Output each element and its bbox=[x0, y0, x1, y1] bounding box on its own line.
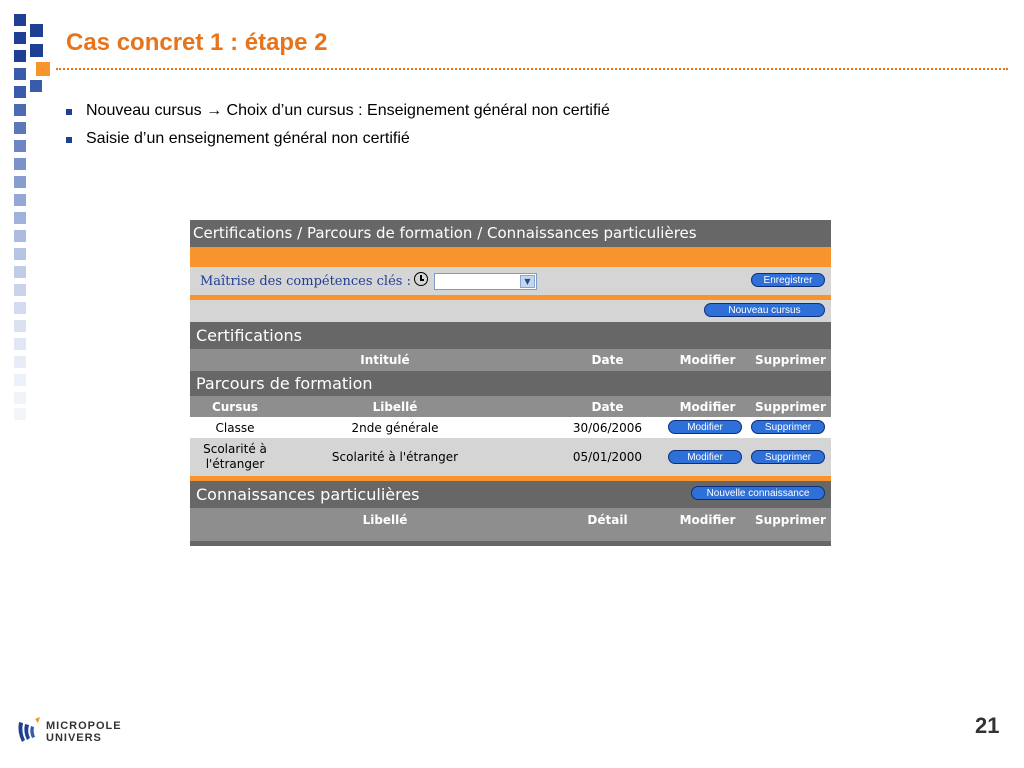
col-detail: Détail bbox=[587, 513, 628, 527]
col-date: Date bbox=[591, 399, 624, 414]
bullet-item bbox=[66, 129, 610, 157]
col-modifier: Modifier bbox=[679, 513, 736, 527]
supprimer-button[interactable]: Supprimer bbox=[751, 450, 825, 464]
connaissances-columns bbox=[190, 508, 831, 541]
table-footer bbox=[190, 541, 831, 546]
chevron-down-icon[interactable]: ▼ bbox=[520, 275, 535, 288]
bullet-text: Nouveau cursus → Choix d’un cursus : Enseignement général non certifié bbox=[86, 102, 610, 119]
row-libelle: Scolarité à l'étranger bbox=[331, 450, 459, 464]
logo-mark-icon bbox=[16, 716, 44, 746]
col-date: Date bbox=[591, 353, 624, 367]
modifier-button[interactable]: Modifier bbox=[668, 420, 742, 434]
nouveau-cursus-row bbox=[190, 300, 831, 322]
app-screenshot bbox=[190, 220, 831, 546]
row-cursus: Scolarité à l'étranger bbox=[203, 442, 267, 471]
clock-icon[interactable] bbox=[414, 272, 428, 286]
row-cursus: Classe bbox=[215, 420, 255, 435]
col-supprimer: Supprimer bbox=[755, 353, 826, 367]
modifier-button[interactable]: Modifier bbox=[668, 450, 742, 464]
certifications-header bbox=[190, 322, 831, 349]
slide-title: Cas concret 1 : étape 2 bbox=[66, 29, 328, 56]
bullet-marker-icon bbox=[66, 109, 72, 115]
page-number: 21 bbox=[975, 713, 1000, 738]
table-row bbox=[190, 417, 831, 438]
certifications-title: Certifications bbox=[196, 326, 302, 345]
row-date: 30/06/2006 bbox=[572, 420, 643, 435]
bullet-text: Saisie d’un enseignement général non certifié bbox=[86, 130, 410, 147]
table-row bbox=[190, 438, 831, 476]
col-supprimer: Supprimer bbox=[755, 399, 826, 414]
row-date: 05/01/2000 bbox=[572, 450, 643, 464]
maitrise-row bbox=[190, 267, 831, 295]
supprimer-button[interactable]: Supprimer bbox=[751, 420, 825, 434]
maitrise-label: Maîtrise des compétences clés : bbox=[200, 274, 411, 289]
logo-line2: UNIVERS bbox=[46, 732, 102, 744]
nouveau-cursus-button[interactable]: Nouveau cursus bbox=[704, 303, 825, 317]
app-header-title: Certifications / Parcours de formation / Connaissances particulières bbox=[193, 224, 697, 242]
nouvelle-connaissance-button[interactable]: Nouvelle connaissance bbox=[691, 486, 825, 500]
parcours-header bbox=[190, 371, 831, 396]
bullet-marker-icon bbox=[66, 137, 72, 143]
app-header bbox=[190, 220, 831, 247]
orange-band bbox=[190, 247, 831, 267]
parcours-columns bbox=[190, 396, 831, 417]
connaissances-title: Connaissances particulières bbox=[196, 485, 420, 504]
col-cursus: Cursus bbox=[211, 399, 259, 414]
certifications-columns bbox=[190, 349, 831, 371]
col-libelle: Libellé bbox=[372, 399, 418, 414]
micropole-logo bbox=[16, 714, 146, 750]
col-modifier: Modifier bbox=[679, 353, 736, 367]
col-modifier: Modifier bbox=[679, 399, 736, 414]
decorative-squares bbox=[14, 14, 58, 424]
bullet-item bbox=[66, 101, 610, 129]
logo-line1: MICROPOLE bbox=[46, 720, 122, 732]
title-divider bbox=[56, 68, 1008, 70]
maitrise-select[interactable] bbox=[434, 273, 537, 290]
col-supprimer: Supprimer bbox=[755, 513, 826, 527]
row-libelle: 2nde générale bbox=[351, 420, 439, 435]
bullet-list bbox=[66, 101, 610, 157]
connaissances-header bbox=[190, 481, 831, 508]
col-intitule: Intitulé bbox=[360, 353, 410, 367]
parcours-title: Parcours de formation bbox=[196, 374, 373, 393]
col-libelle: Libellé bbox=[362, 513, 408, 527]
enregistrer-button[interactable]: Enregistrer bbox=[751, 273, 825, 287]
